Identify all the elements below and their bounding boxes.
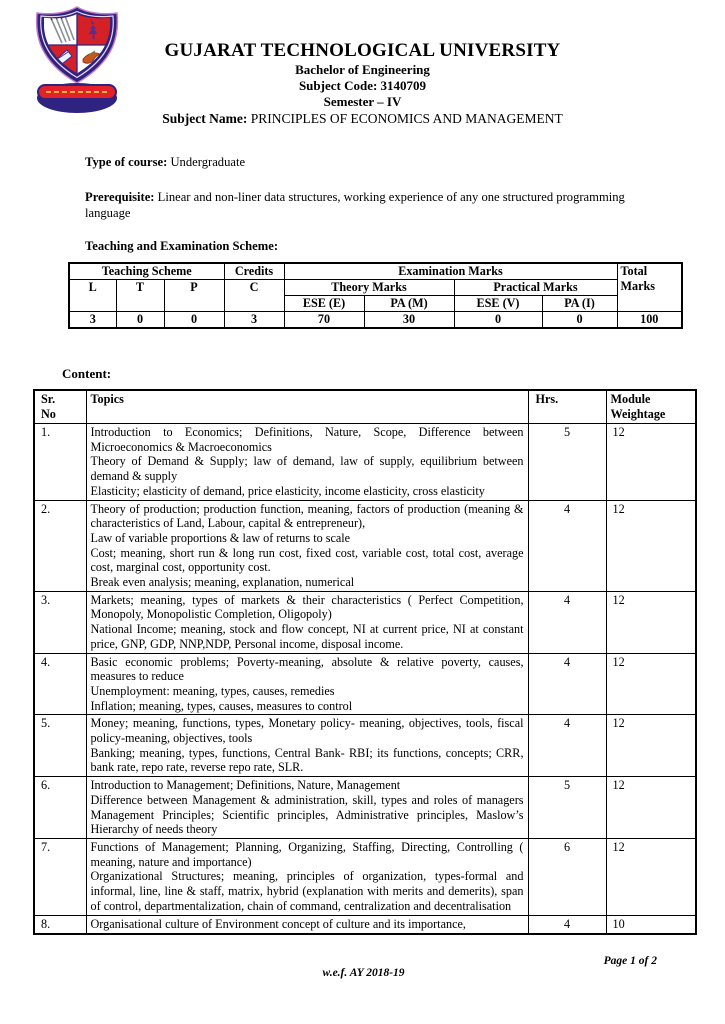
row-module-weightage: 12 — [606, 500, 696, 591]
row-hours: 4 — [528, 653, 606, 715]
topic-paragraph: Theory of production; production function, meaning, factors of production (meaning & characteristics of Land, Labour, capital & entrepreneur), — [90, 501, 524, 531]
scheme-table — [68, 262, 683, 329]
topic-paragraph: Banking; meaning, types, functions, Central Bank- RBI; its functions, concepts; CRR, bank rate, repo rate, reverse repo rate, SLR. — [90, 745, 524, 775]
prerequisite-label: Prerequisite: — [85, 190, 155, 204]
wef-note: w.e.f. AY 2018-19 — [322, 967, 405, 979]
table-row — [34, 715, 696, 777]
topic-paragraph: Organisational culture of Environment concept of culture and its importance, — [90, 916, 466, 931]
table-row — [34, 777, 696, 839]
degree-title: Bachelor of Engineering — [295, 62, 430, 77]
row-topics — [86, 653, 528, 715]
row-module-weightage: 12 — [606, 777, 696, 839]
document-header — [0, 40, 725, 127]
table-row — [34, 424, 696, 501]
subject-code: Subject Code: 3140709 — [298, 78, 427, 93]
row-topics — [86, 424, 528, 501]
practical-marks-header: Practical Marks — [454, 280, 617, 296]
value-p: 0 — [164, 312, 224, 329]
row-sr-no: 4. — [34, 653, 86, 715]
ese-e-header: ESE (E) — [284, 296, 364, 312]
row-sr-no: 6. — [34, 777, 86, 839]
row-hours: 4 — [528, 591, 606, 653]
row-hours: 5 — [528, 424, 606, 501]
row-module-weightage: 12 — [606, 715, 696, 777]
row-module-weightage: 12 — [606, 591, 696, 653]
row-hours: 5 — [528, 777, 606, 839]
scheme-header-row-1 — [69, 263, 682, 280]
module-weightage-header: Module Weightage — [606, 390, 696, 424]
content-heading: Content: — [62, 366, 112, 381]
row-topics — [86, 591, 528, 653]
prerequisite-value: Linear and non-liner data structures, working experience of any one structured programming language — [85, 190, 625, 220]
topic-paragraph: Unemployment: meaning, types, causes, remedies — [90, 683, 335, 698]
table-row — [34, 653, 696, 715]
sr-no-header: Sr. No — [34, 390, 86, 424]
semester-title: Semester – IV — [323, 94, 402, 109]
page-number-note: Page 1 of 2 — [603, 955, 657, 967]
topic-paragraph: Law of variable proportions & law of returns to scale — [90, 530, 351, 545]
value-l: 3 — [69, 312, 116, 329]
row-sr-no: 7. — [34, 838, 86, 915]
topic-paragraph: Functions of Management; Planning, Organizing, Staffing, Directing, Controlling ( meaning, nature and importance) — [90, 839, 524, 869]
lectures-header: L — [69, 280, 116, 312]
row-sr-no: 8. — [34, 915, 86, 934]
total-marks-header: Total Marks — [617, 263, 682, 312]
row-sr-no: 5. — [34, 715, 86, 777]
row-hours: 4 — [528, 715, 606, 777]
university-title: GUJARAT TECHNOLOGICAL UNIVERSITY — [164, 40, 561, 61]
topic-paragraph: Inflation; meaning, types, causes, measures to control — [90, 698, 353, 713]
row-sr-no: 2. — [34, 500, 86, 591]
prerequisite-line — [85, 189, 651, 221]
credits-header: Credits — [224, 263, 284, 280]
credit-header: C — [224, 280, 284, 312]
row-hours: 4 — [528, 500, 606, 591]
pa-m-header: PA (M) — [364, 296, 454, 312]
table-row — [34, 500, 696, 591]
topics-header: Topics — [86, 390, 528, 424]
scheme-values-row — [69, 312, 682, 329]
ese-v-header: ESE (V) — [454, 296, 542, 312]
scheme-heading: Teaching and Examination Scheme: — [85, 239, 279, 253]
pa-i-header: PA (I) — [542, 296, 617, 312]
hrs-header: Hrs. — [528, 390, 606, 424]
topic-paragraph: Break even analysis; meaning, explanation, numerical — [90, 575, 355, 590]
content-table — [33, 389, 697, 935]
subject-name-line — [0, 110, 725, 127]
row-topics — [86, 715, 528, 777]
row-module-weightage: 10 — [606, 915, 696, 934]
row-sr-no: 3. — [34, 591, 86, 653]
value-ese-v: 0 — [454, 312, 542, 329]
topic-paragraph: Introduction to Economics; Definitions, Nature, Scope, Difference between Microeconomics & Macroeconomics — [90, 425, 524, 454]
row-sr-no: 1. — [34, 424, 86, 501]
subject-name-label: Subject Name: — [162, 111, 248, 126]
topic-paragraph: Elasticity; elasticity of demand, price elasticity, income elasticity, cross elasticity — [90, 483, 485, 498]
row-topics — [86, 500, 528, 591]
topic-paragraph: Theory of Demand & Supply; law of demand, law of supply, equilibrium between demand & supply — [90, 454, 524, 484]
type-of-course-label: Type of course: — [85, 155, 168, 169]
type-of-course-value: Undergraduate — [167, 155, 246, 169]
topic-paragraph: Cost; meaning, short run & long run cost, fixed cost, variable cost, total cost, average cost, marginal cost, opportunity cost. — [90, 545, 524, 575]
topic-paragraph: Organizational Structures; meaning, principles of organization, types-formal and informal, line, line & staff, matrix, hybrid (explanation with merits and demerits), span of control, departmentalization, chain of command, centralization and decentralisation — [90, 869, 524, 913]
content-header-row — [34, 390, 696, 424]
row-hours: 4 — [528, 915, 606, 934]
topic-paragraph: Introduction to Management; Definitions, Nature, Management — [90, 778, 401, 793]
row-hours: 6 — [528, 838, 606, 915]
tutorial-header: T — [116, 280, 164, 312]
topic-paragraph: Difference between Management & administration, skill, types and roles of managers Management Principles; Scientific principles, Administrative principles, Maslow’s Hierarchy of needs theory — [90, 792, 524, 837]
value-ese-e: 70 — [284, 312, 364, 329]
topic-paragraph: National Income; meaning, stock and flow concept, NI at current price, NI at constant price, GNP, GDP, NNP,NDP, Personal income, disposal income. — [90, 622, 524, 651]
row-module-weightage: 12 — [606, 424, 696, 501]
value-c: 3 — [224, 312, 284, 329]
table-row — [34, 591, 696, 653]
value-pa-i: 0 — [542, 312, 617, 329]
topic-paragraph: Markets; meaning, types of markets & their characteristics ( Perfect Competition, Monopoly, Monopolistic Completion, Oligopoly) — [90, 592, 524, 622]
practical-header: P — [164, 280, 224, 312]
teaching-scheme-header: Teaching Scheme — [69, 263, 224, 280]
value-t: 0 — [116, 312, 164, 329]
row-topics — [86, 777, 528, 839]
value-pa-m: 30 — [364, 312, 454, 329]
row-module-weightage: 12 — [606, 838, 696, 915]
row-topics — [86, 838, 528, 915]
subject-name-value: PRINCIPLES OF ECONOMICS AND MANAGEMENT — [247, 111, 563, 126]
table-row — [34, 838, 696, 915]
content-table-body — [34, 424, 696, 934]
examination-marks-header: Examination Marks — [284, 263, 617, 280]
type-of-course-line — [85, 155, 245, 170]
topic-paragraph: Basic economic problems; Poverty-meaning, absolute & relative poverty, causes, measures to reduce — [90, 654, 524, 684]
topic-paragraph: Money; meaning, functions, types, Monetary policy- meaning, objectives, tools, fiscal policy-meaning, objectives, tools — [90, 716, 524, 746]
theory-marks-header: Theory Marks — [284, 280, 454, 296]
row-topics — [86, 915, 528, 934]
table-row — [34, 915, 696, 934]
row-module-weightage: 12 — [606, 653, 696, 715]
scheme-header-row-2 — [69, 280, 682, 296]
value-total: 100 — [617, 312, 682, 329]
